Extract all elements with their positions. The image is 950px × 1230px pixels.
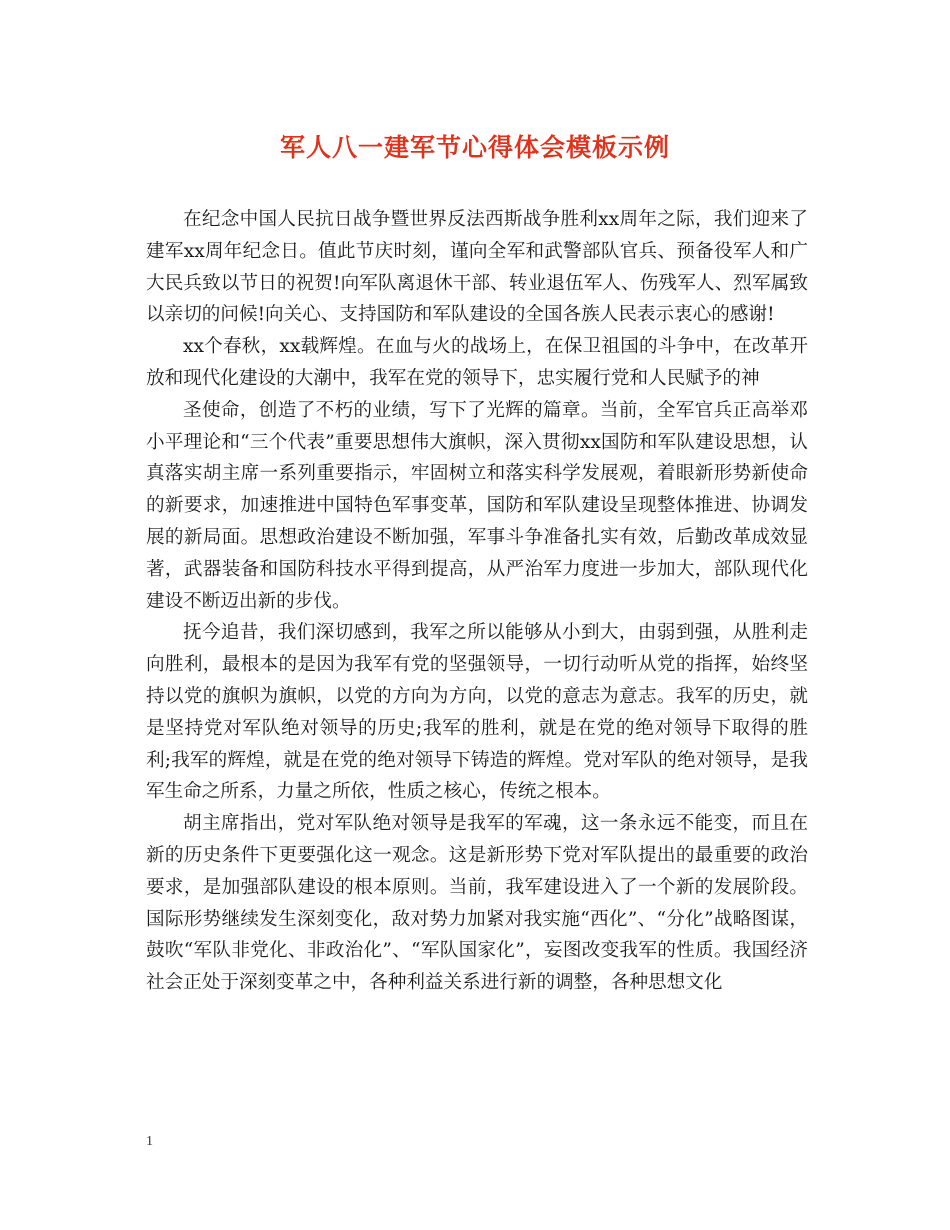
paragraph: 胡主席指出，党对军队绝对领导是我军的军魂，这一条永远不能变，而且在新的历史条件下更要强化这一观念。这是新形势下党对军队提出的最重要的政治要求，是加强部队建设的根本原则。当前，我军建设进入了一个新的发展阶段。国际形势继续发生深刻变化，敌对势力加紧对我实施“西化”、“分化”战略图谋，鼓吹“军队非党化、非政治化”、“军队国家化”，妄图改变我军的性质。我国经济社会正处于深刻变革之中，各种利益关系进行新的调整，各种思想文化 xyxy=(146,813,808,994)
paragraph: 抚今追昔，我们深切感到，我军之所以能够从小到大，由弱到强，从胜利走向胜利，最根本的是因为我军有党的坚强领导，一切行动听从党的指挥，始终坚持以党的旗帜为旗帜，以党的方向为方向，以党的意志为意志。我军的历史，就是坚持党对军队绝对领导的历史;我军的胜利，就是在党的绝对领导下取得的胜利;我军的辉煌，就是在党的绝对领导下铸造的辉煌。党对军队的绝对领导，是我军生命之所系，力量之所依，性质之核心，传统之根本。 xyxy=(146,622,808,803)
document-title: 军人八一建军节心得体会模板示例 xyxy=(279,133,670,162)
paragraph: xx个春秋，xx载辉煌。在血与火的战场上，在保卫祖国的斗争中，在改革开放和现代化建设的大潮中，我军在党的领导下，忠实履行党和人民赋予的神 xyxy=(146,336,808,389)
paragraph: 在纪念中国人民抗日战争暨世界反法西斯战争胜利xx周年之际，我们迎来了建军xx周年纪念日。值此节庆时刻，谨向全军和武警部队官兵、预备役军人和广大民兵致以节日的祝贺!向军队离退休干部、转业退伍军人、伤残军人、烈军属致以亲切的问候!向关心、支持国防和军队建设的全国各族人民表示衷心的感谢! xyxy=(146,209,808,326)
document-body xyxy=(146,204,808,999)
page-number: 1 xyxy=(146,1134,153,1149)
paragraph: 圣使命，创造了不朽的业绩，写下了光辉的篇章。当前，全军官兵正高举邓小平理论和“三个代表”重要思想伟大旗帜，深入贯彻xx国防和军队建设思想，认真落实胡主席一系列重要指示，牢固树立和落实科学发展观，着眼新形势新使命的新要求，加速推进中国特色军事变革，国防和军队建设呈现整体推进、协调发展的新局面。思想政治建设不断加强，军事斗争准备扎实有效，后勤改革成效显著，武器装备和国防科技水平得到提高，从严治军力度进一步加大，部队现代化建设不断迈出新的步伐。 xyxy=(146,399,808,612)
